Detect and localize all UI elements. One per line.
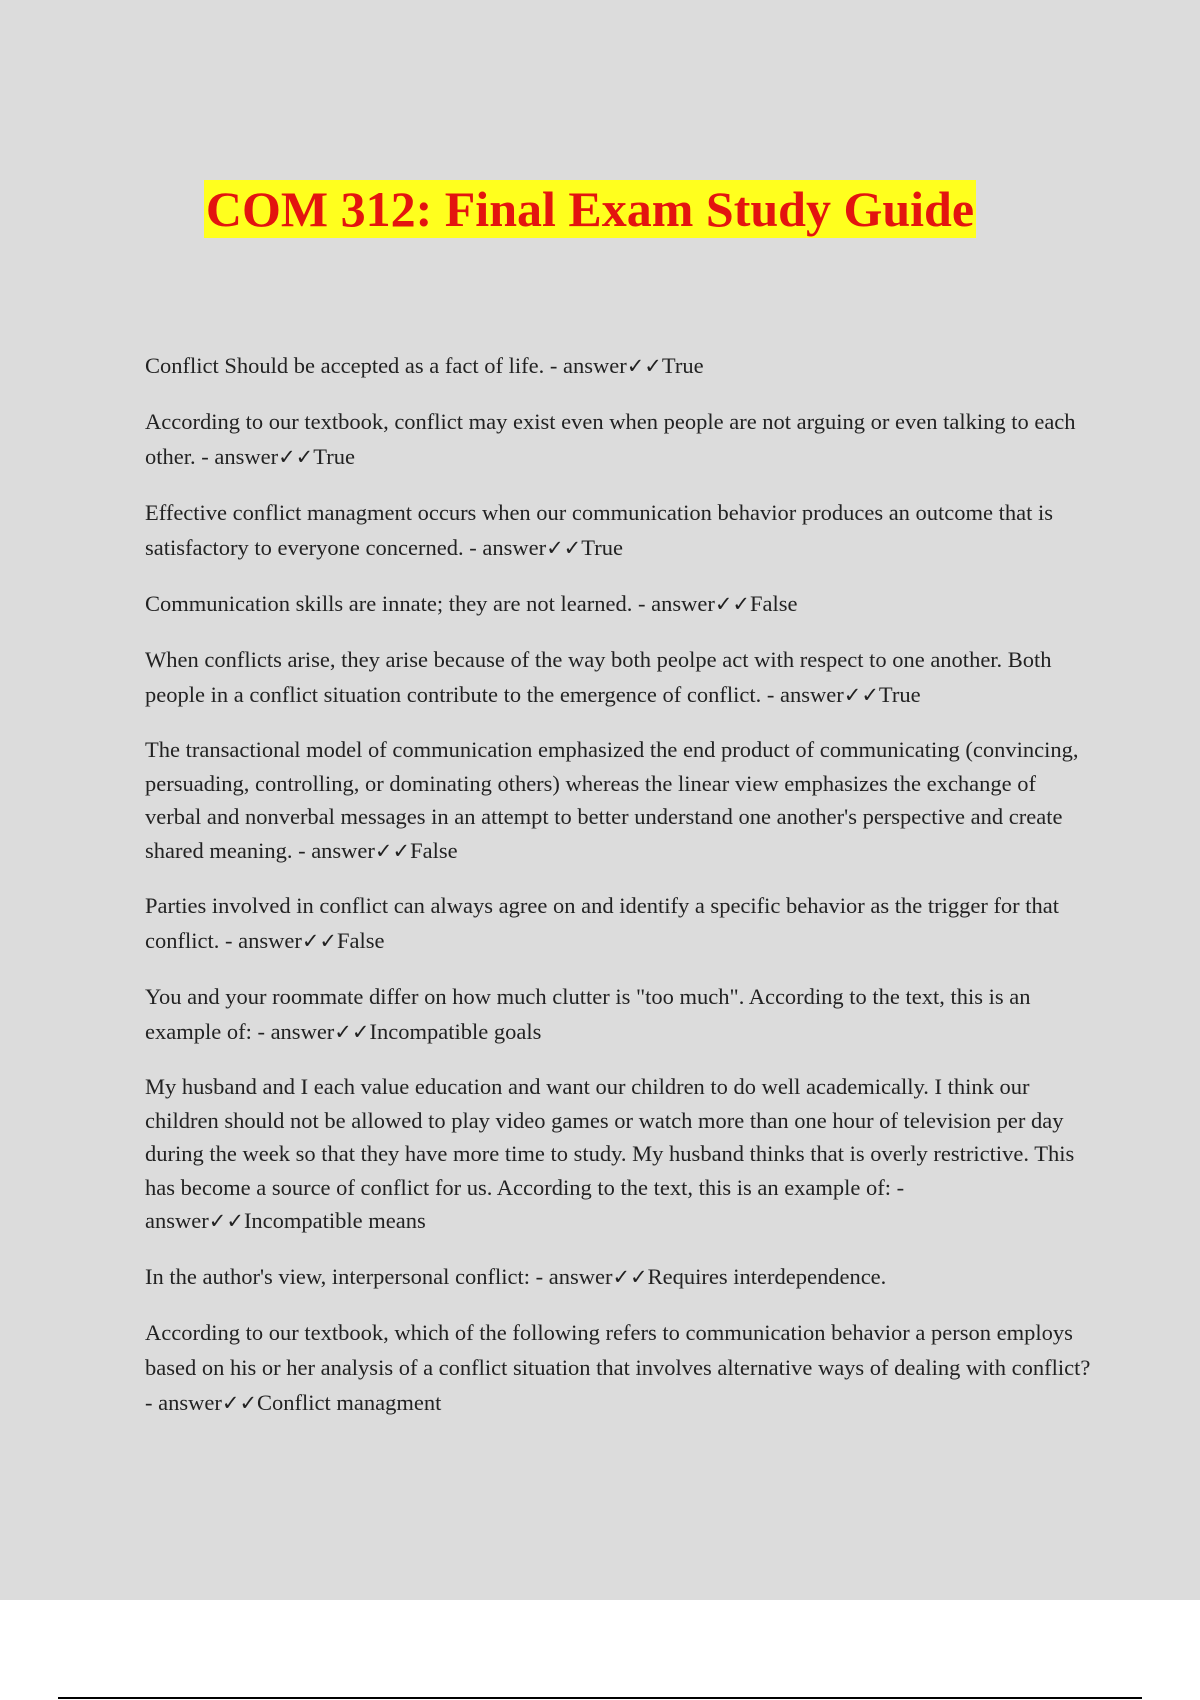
question-text: In the author's view, interpersonal conflict: - answer	[145, 1263, 613, 1289]
checkmark-icon: ✓✓	[626, 354, 662, 378]
checkmark-icon: ✓✓	[374, 838, 411, 863]
checkmark-icon: ✓✓	[546, 536, 582, 560]
question-text: You and your roommate differ on how much clutter is "too much". According to the text, this is an example of: - answer	[145, 984, 1031, 1044]
answer-text: Conflict managment	[257, 1389, 442, 1415]
title-container	[0, 180, 1200, 238]
qa-item	[145, 642, 1095, 713]
answer-text: Incompatible goals	[369, 1019, 542, 1044]
footer-divider	[58, 1697, 1142, 1699]
question-text: Communication skills are innate; they are not learned. - answer	[145, 591, 715, 616]
answer-text: False	[750, 591, 798, 616]
checkmark-icon: ✓✓	[714, 592, 751, 616]
qa-item	[145, 733, 1095, 868]
qa-item	[145, 1315, 1095, 1421]
page-title: COM 312: Final Exam Study Guide	[205, 181, 975, 237]
checkmark-icon: ✓✓	[278, 445, 314, 469]
answer-text: Incompatible means	[243, 1208, 426, 1233]
qa-item	[145, 404, 1095, 475]
qa-item	[145, 1259, 1095, 1295]
answer-text: False	[337, 928, 385, 953]
checkmark-icon: ✓✓	[334, 1020, 370, 1044]
answer-text: True	[661, 353, 704, 378]
answer-text: True	[581, 535, 623, 560]
answer-text: True	[313, 444, 355, 469]
qa-item	[145, 348, 1095, 384]
answer-text: True	[878, 682, 921, 707]
checkmark-icon: ✓✓	[208, 1209, 244, 1233]
qa-list	[145, 348, 1095, 1441]
checkmark-icon: ✓✓	[221, 1390, 258, 1415]
checkmark-icon: ✓✓	[612, 1264, 648, 1289]
question-text: The transactional model of communication emphasized the end product of communicating (convincing, persuading, controlling, or dominating others) whereas the linear view emphasizes the exchange of verbal and nonverbal messages in an attempt to better understand one another's perspective and create shared meaning. - answer	[145, 737, 1079, 863]
question-text: My husband and I each value education and want our children to do well academically. I think our children should not be allowed to play video games or watch more than one hour of television per day during the week so that they have more time to study. My husband thinks that is overly restrictive. This has become a source of conflict for us. According to the text, this is an example of: - answer	[145, 1074, 1075, 1233]
qa-item	[145, 495, 1095, 566]
qa-item	[145, 1070, 1095, 1239]
question-text: Parties involved in conflict can always agree on and identify a specific behavior as the trigger for that conflict. - answer	[145, 893, 1060, 953]
checkmark-icon: ✓✓	[301, 929, 338, 953]
answer-text: Requires interdependence.	[647, 1263, 887, 1289]
question-text: According to our textbook, which of the following refers to communication behavior a person employs based on his or her analysis of a conflict situation that involves alternative ways of dealing with conflict? - answer	[145, 1319, 1091, 1415]
checkmark-icon: ✓✓	[843, 683, 879, 707]
qa-item	[145, 586, 1095, 622]
question-text: When conflicts arise, they arise because of the way both peolpe act with respect to one another. Both people in a conflict situation contribute to the emergence of conflict. - answer	[145, 647, 1052, 707]
answer-text: False	[410, 837, 458, 863]
question-text: Effective conflict managment occurs when our communication behavior produces an outcome that is satisfactory to everyone concerned. - answer	[145, 500, 1054, 560]
qa-item	[145, 888, 1095, 959]
question-text: According to our textbook, conflict may exist even when people are not arguing or even talking to each other. - answer	[145, 409, 1076, 469]
question-text: Conflict Should be accepted as a fact of life. - answer	[145, 353, 627, 378]
qa-item	[145, 979, 1095, 1050]
